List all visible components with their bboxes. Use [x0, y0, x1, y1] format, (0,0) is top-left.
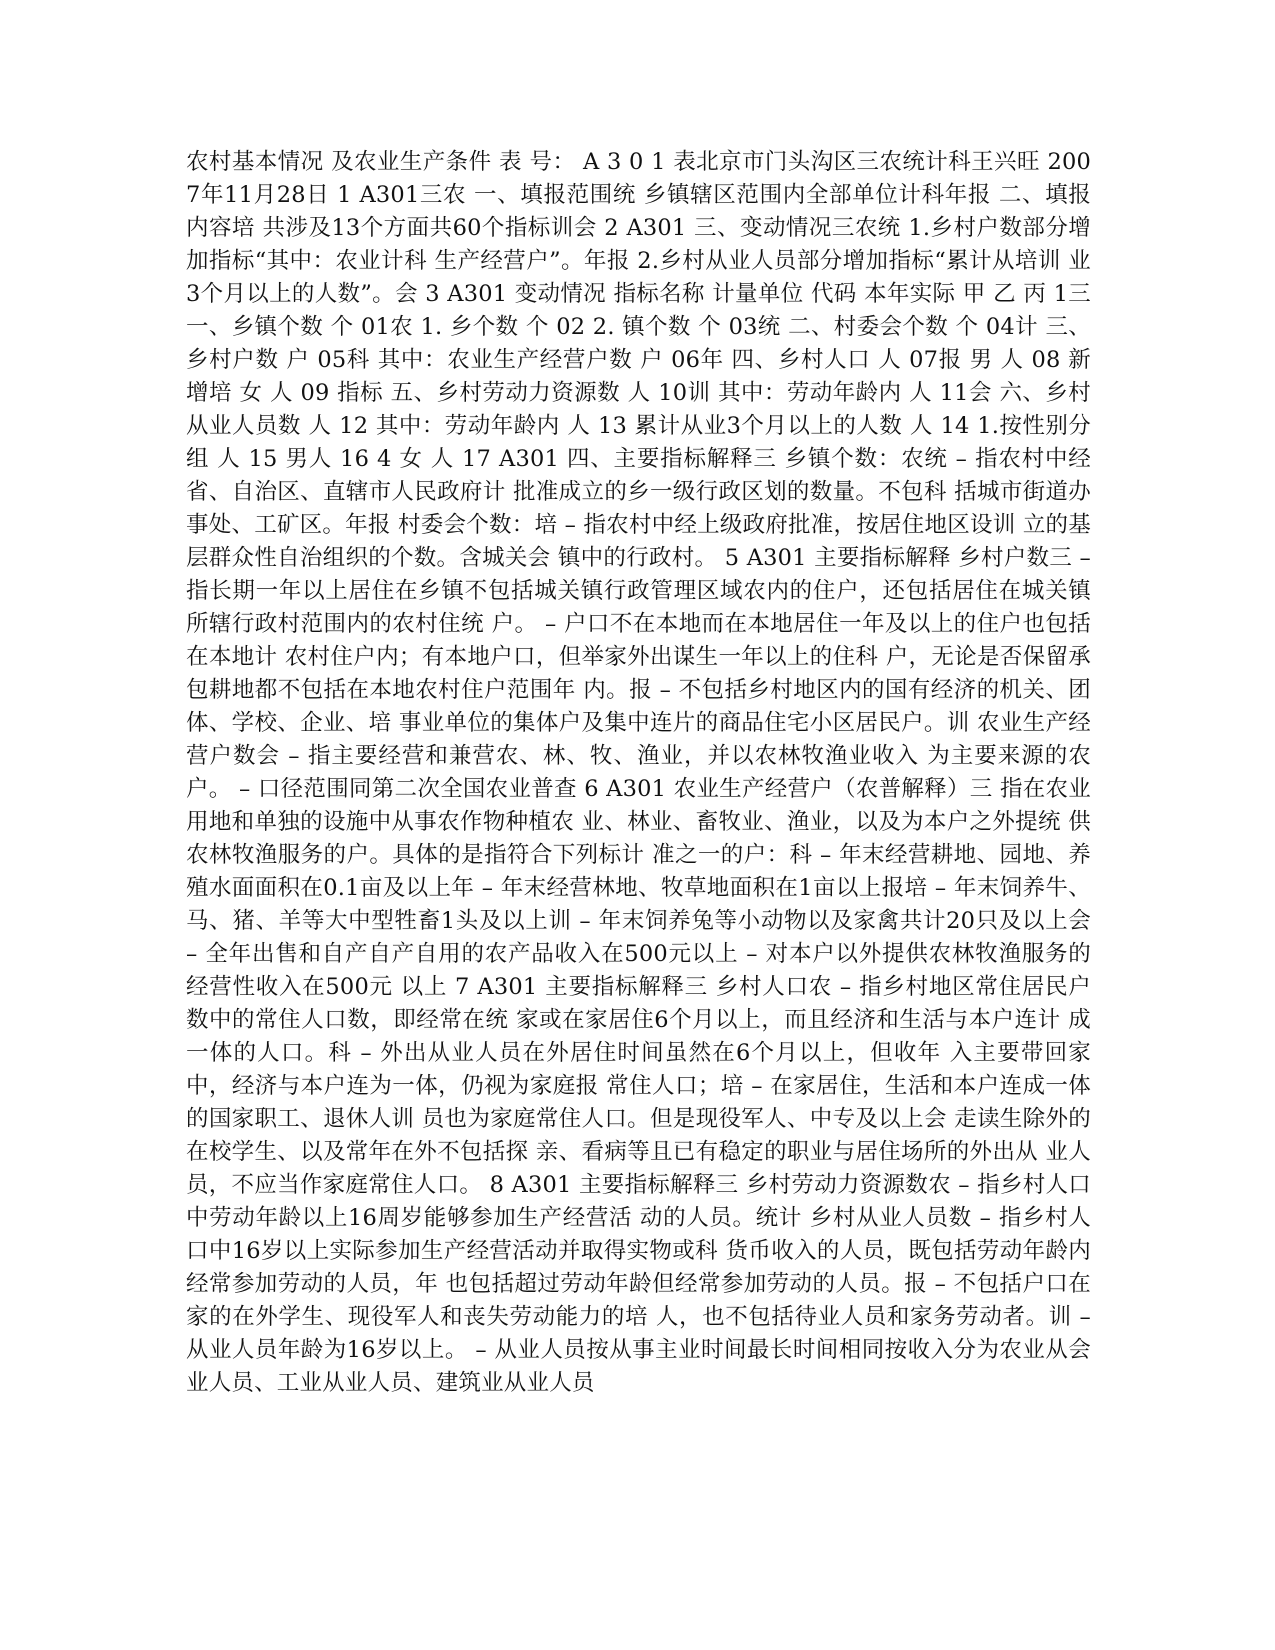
- document-body-text: 农村基本情况 及农业生产条件 表 号： A 3 0 1 表北京市门头沟区三农统计科王兴旺 2007年11月28日 1 A301三农 一、填报范围统 乡镇辖区范围内全部单位计科年报 二、填报内容培 共涉及13个方面共60个指标训会 2 A301 三、变动情况三农统 1.乡村户数部分增加指标“其中：农业计科 生产经营户”。年报 2.乡村从业人员部分增加指标“累计从培训 业3个月以上的人数”。会 3 A301 变动情况 指标名称 计量单位 代码 本年实际 甲 乙 丙 1三 一、乡镇个数 个 01农 1. 乡个数 个 02 2. 镇个数 个 03统 二、村委会个数 个 04计 三、乡村户数 户 05科 其中：农业生产经营户数 户 06年 四、乡村人口 人 07报 男 人 08 新增培 女 人 09 指标 五、乡村劳动力资源数 人 10训 其中：劳动年龄内 人 11会 六、乡村从业人员数 人 12 其中：劳动年龄内 人 13 累计从业3个月以上的人数 人 14 1.按性别分组 人 15 男人 16 4 女 人 17 A301 四、主要指标解释三 乡镇个数：农统 – 指农村中经省、自治区、直辖市人民政府计 批准成立的乡一级行政区划的数量。不包科 括城市街道办事处、工矿区。年报 村委会个数：培 – 指农村中经上级政府批准，按居住地区设训 立的基层群众性自治组织的个数。含城关会 镇中的行政村。 5 A301 主要指标解释 乡村户数三 – 指长期一年以上居住在乡镇不包括城关镇行政管理区域农内的住户，还包括居住在城关镇所辖行政村范围内的农村住统 户。 – 户口不在本地而在本地居住一年及以上的住户也包括在本地计 农村住户内；有本地户口，但举家外出谋生一年以上的住科 户，无论是否保留承包耕地都不包括在本地农村住户范围年 内。报 – 不包括乡村地区内的国有经济的机关、团体、学校、企业、培 事业单位的集体户及集中连片的商品住宅小区居民户。训 农业生产经营户数会 – 指主要经营和兼营农、林、牧、渔业，并以农林牧渔业收入 为主要来源的农户。 – 口径范围同第二次全国农业普查 6 A301 农业生产经营户（农普解释）三 指在农业用地和单独的设施中从事农作物种植农 业、林业、畜牧业、渔业，以及为本户之外提统 供农林牧渔服务的户。具体的是指符合下列标计 准之一的户：科 – 年末经营耕地、园地、养殖水面面积在0.1亩及以上年 – 年末经营林地、牧草地面积在1亩以上报培 – 年末饲养牛、马、猪、羊等大中型牲畜1头及以上训 – 年末饲养兔等小动物以及家禽共计20只及以上会 – 全年出售和自产自产自用的农产品收入在500元以上 – 对本户以外提供农林牧渔服务的经营性收入在500元 以上 7 A301 主要指标解释三 乡村人口农 – 指乡村地区常住居民户数中的常住人口数，即经常在统 家或在家居住6个月以上，而且经济和生活与本户连计 成一体的人口。科 – 外出从业人员在外居住时间虽然在6个月以上，但收年 入主要带回家中，经济与本户连为一体，仍视为家庭报 常住人口；培 – 在家居住，生活和本户连成一体的国家职工、退休人训 员也为家庭常住人口。但是现役军人、中专及以上会 走读生除外的在校学生、以及常年在外不包括探 亲、看病等且已有稳定的职业与居住场所的外出从 业人员，不应当作家庭常住人口。 8 A301 主要指标解释三 乡村劳动力资源数农 – 指乡村人口中劳动年龄以上16周岁能够参加生产经营活 动的人员。统计 乡村从业人员数 – 指乡村人口中16岁以上实际参加生产经营活动并取得实物或科 货币收入的人员，既包括劳动年龄内经常参加劳动的人员，年 也包括超过劳动年龄但经常参加劳动的人员。报 – 不包括户口在家的在外学生、现役军人和丧失劳动能力的培 人，也不包括待业人员和家务劳动者。训 – 从业人员年龄为16岁以上。 – 从业人员按从事主业时间最长时间相同按收入分为农业从会 业人员、工业从业人员、建筑业从业人员: [186, 149, 1091, 1396]
